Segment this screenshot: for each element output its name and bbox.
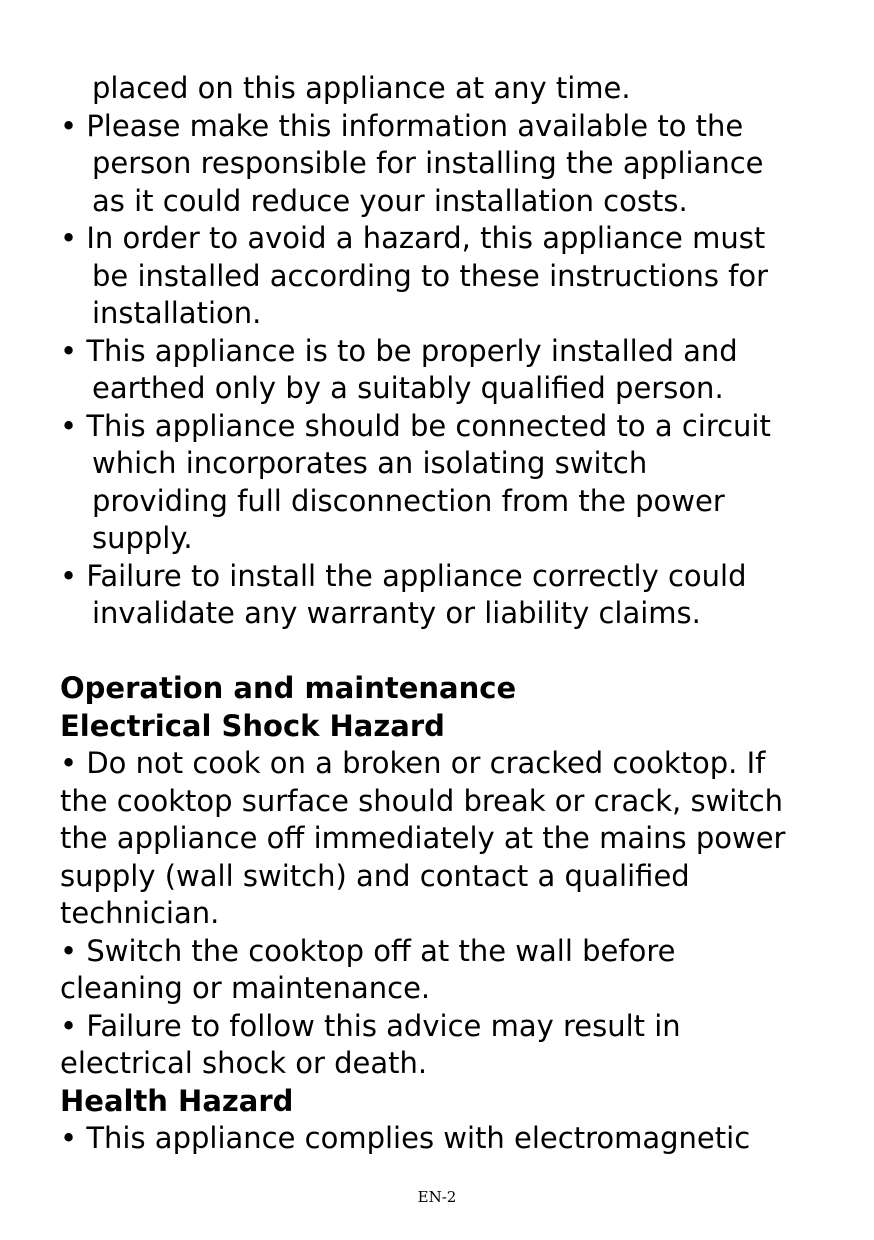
installation-bullet (60, 558, 850, 633)
electrical-hazard-text (60, 745, 850, 1083)
text-line: the cooktop surface should break or crack, switch (60, 783, 784, 818)
bullet-line: installation. (92, 296, 262, 330)
text-line: supply (wall switch) and contact a qualified (60, 858, 690, 893)
text-line: technician. (60, 896, 220, 930)
electrical-hazard-heading: Electrical Shock Hazard (60, 708, 445, 743)
text-line: the appliance off immediately at the mains power (60, 821, 786, 855)
text-line: • This appliance complies with electromagnetic (60, 1121, 751, 1155)
bullet-line: which incorporates an isolating switch (92, 446, 648, 480)
text-line: • Switch the cooktop off at the wall before (60, 933, 676, 968)
text-line: cleaning or maintenance. (60, 971, 431, 1005)
text-line: electrical shock or death. (60, 1046, 428, 1080)
bullet-line: invalidate any warranty or liability claims. (92, 596, 701, 630)
bullet-line: • Please make this information available to the (60, 108, 744, 143)
bullet-line: as it could reduce your installation costs. (92, 183, 688, 218)
bullet-line: supply. (92, 521, 193, 555)
text-line: • Do not cook on a broken or cracked cooktop. If (60, 746, 766, 780)
bullet-line: • In order to avoid a hazard, this appliance must (60, 221, 766, 255)
installation-bullet (60, 333, 850, 408)
continued-line: placed on this appliance at any time. (92, 71, 631, 105)
installation-bullet (60, 108, 850, 221)
section-heading: Operation and maintenance (60, 671, 517, 705)
installation-bullet (60, 408, 850, 558)
installation-bullet (60, 220, 850, 333)
bullet-line: be installed according to these instructions for (92, 258, 769, 293)
paragraph-gap (60, 633, 850, 671)
health-hazard-text (60, 1120, 850, 1158)
bullet-line: providing full disconnection from the power (92, 483, 725, 518)
page-number: EN-2 (417, 1188, 457, 1206)
health-hazard-heading: Health Hazard (60, 1083, 294, 1118)
bullet-line: person responsible for installing the appliance (92, 146, 764, 180)
document-body (60, 70, 850, 1158)
text-line: • Failure to follow this advice may result in (60, 1008, 681, 1043)
bullet-line: • This appliance should be connected to a circuit (60, 408, 771, 443)
bullet-line: • This appliance is to be properly installed and (60, 333, 738, 368)
bullet-line: • Failure to install the appliance correctly could (60, 558, 747, 593)
bullet-line: earthed only by a suitably qualified person. (92, 371, 724, 405)
